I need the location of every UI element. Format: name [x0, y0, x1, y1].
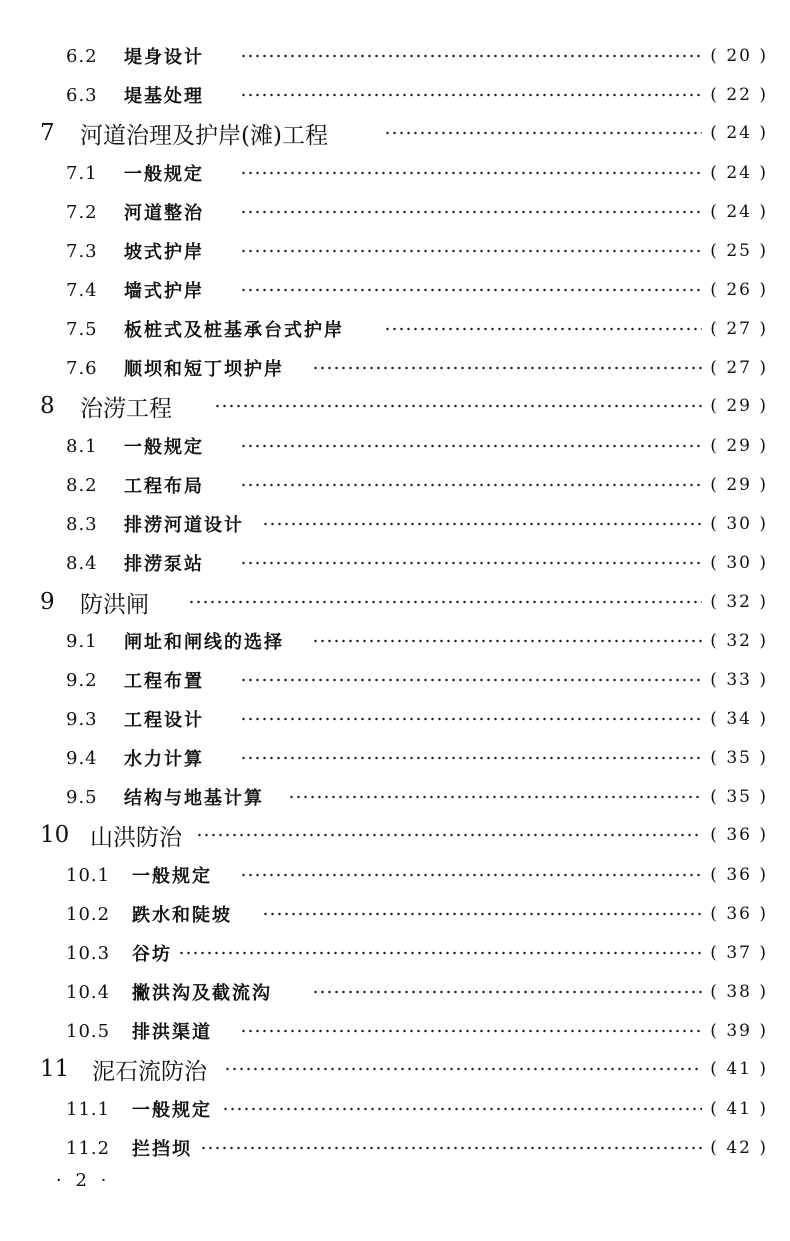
dot-leader [240, 1029, 702, 1033]
chapter-title: 河道治理及护岸(滩)工程 [80, 122, 328, 149]
section-title: 排洪渠道 [132, 1022, 212, 1043]
page-reference: ( 27 ) [710, 319, 768, 339]
page-reference: ( 24 ) [710, 163, 768, 183]
toc-entry-8-2[interactable] [0, 467, 790, 503]
toc-chapter-10[interactable] [0, 817, 790, 853]
page-reference: ( 24 ) [710, 123, 768, 143]
page-reference: ( 30 ) [710, 514, 768, 534]
toc-entry-8-3[interactable] [0, 506, 790, 542]
toc-entry-6-2[interactable] [0, 38, 790, 74]
section-number: 7.3 [66, 240, 98, 262]
page-reference: ( 36 ) [710, 825, 768, 845]
page-number: · 2 · [56, 1170, 111, 1191]
dot-leader [312, 639, 702, 643]
chapter-title: 泥石流防治 [92, 1058, 207, 1085]
dot-leader [240, 54, 702, 58]
page-reference: ( 36 ) [710, 865, 768, 885]
page-reference: ( 22 ) [710, 85, 768, 105]
chapter-number: 8 [40, 393, 55, 419]
dot-leader [384, 327, 702, 331]
toc-entry-10-1[interactable] [0, 857, 790, 893]
dot-leader [312, 366, 702, 370]
section-title: 一般规定 [124, 437, 204, 458]
section-title: 一般规定 [132, 1100, 212, 1121]
page-reference: ( 41 ) [710, 1059, 768, 1079]
dot-leader [240, 483, 702, 487]
section-number: 8.2 [66, 474, 98, 496]
section-number: 10.1 [66, 864, 111, 886]
section-number: 7.6 [66, 357, 98, 379]
section-number: 7.5 [66, 318, 98, 340]
section-number: 9.3 [66, 708, 98, 730]
toc-entry-10-5[interactable] [0, 1013, 790, 1049]
section-title: 跌水和陡坡 [132, 905, 232, 926]
toc-entry-7-4[interactable] [0, 272, 790, 308]
page-reference: ( 39 ) [710, 1021, 768, 1041]
page-reference: ( 27 ) [710, 358, 768, 378]
page-reference: ( 42 ) [710, 1138, 768, 1158]
toc-entry-9-5[interactable] [0, 779, 790, 815]
section-number: 9.1 [66, 630, 98, 652]
chapter-number: 11 [40, 1056, 70, 1082]
toc-chapter-7[interactable] [0, 115, 790, 151]
section-title: 一般规定 [124, 164, 204, 185]
chapter-title: 山洪防治 [90, 824, 182, 851]
dot-leader [262, 522, 702, 526]
dot-leader [240, 678, 702, 682]
dot-leader [240, 717, 702, 721]
page-reference: ( 29 ) [710, 436, 768, 456]
section-title: 排涝泵站 [124, 554, 204, 575]
dot-leader [240, 756, 702, 760]
dot-leader [312, 990, 702, 994]
section-title: 板桩式及桩基承台式护岸 [124, 320, 344, 341]
section-title: 工程设计 [124, 710, 204, 731]
section-title: 墙式护岸 [124, 281, 204, 302]
section-number: 9.4 [66, 747, 98, 769]
dot-leader [240, 210, 702, 214]
section-number: 8.1 [66, 435, 98, 457]
toc-entry-11-1[interactable] [0, 1091, 790, 1127]
section-title: 谷坊 [132, 944, 172, 965]
section-number: 10.2 [66, 903, 111, 925]
section-number: 10.5 [66, 1020, 111, 1042]
toc-entry-10-3[interactable] [0, 935, 790, 971]
dot-leader [240, 561, 702, 565]
toc-entry-8-1[interactable] [0, 428, 790, 464]
section-title: 工程布置 [124, 671, 204, 692]
section-number: 10.4 [66, 981, 111, 1003]
page-reference: ( 25 ) [710, 241, 768, 261]
toc-entry-9-3[interactable] [0, 701, 790, 737]
toc-entry-10-4[interactable] [0, 974, 790, 1010]
toc-entry-9-2[interactable] [0, 662, 790, 698]
dot-leader [178, 951, 702, 955]
section-title: 工程布局 [124, 476, 204, 497]
dot-leader [262, 912, 702, 916]
dot-leader [384, 131, 702, 135]
dot-leader [240, 288, 702, 292]
section-title: 水力计算 [124, 749, 204, 770]
dot-leader [288, 795, 702, 799]
page-reference: ( 30 ) [710, 553, 768, 573]
page-reference: ( 38 ) [710, 982, 768, 1002]
page-reference: ( 37 ) [710, 943, 768, 963]
page-reference: ( 41 ) [710, 1099, 768, 1119]
section-number: 11.2 [66, 1137, 111, 1159]
dot-leader [240, 444, 702, 448]
toc-entry-7-3[interactable] [0, 233, 790, 269]
page-reference: ( 20 ) [710, 46, 768, 66]
dot-leader [196, 833, 702, 837]
dot-leader [188, 600, 702, 604]
toc-entry-6-3[interactable] [0, 77, 790, 113]
toc-entry-11-2[interactable] [0, 1130, 790, 1166]
section-number: 7.2 [66, 201, 98, 223]
chapter-number: 7 [40, 120, 55, 146]
page-reference: ( 24 ) [710, 202, 768, 222]
toc-chapter-9[interactable] [0, 584, 790, 620]
section-number: 8.3 [66, 513, 98, 535]
chapter-title: 治涝工程 [80, 395, 172, 422]
section-title: 河道整治 [124, 203, 204, 224]
toc-entry-9-4[interactable] [0, 740, 790, 776]
toc-entry-9-1[interactable] [0, 623, 790, 659]
section-title: 坡式护岸 [124, 242, 204, 263]
section-title: 顺坝和短丁坝护岸 [124, 359, 284, 380]
page-reference: ( 29 ) [710, 475, 768, 495]
page-reference: ( 35 ) [710, 748, 768, 768]
toc-chapter-11[interactable] [0, 1051, 790, 1087]
section-title: 一般规定 [132, 866, 212, 887]
section-number: 9.5 [66, 786, 98, 808]
page-reference: ( 35 ) [710, 787, 768, 807]
toc-chapter-8[interactable] [0, 388, 790, 424]
dot-leader [222, 1107, 702, 1111]
section-number: 6.3 [66, 84, 98, 106]
toc-entry-8-4[interactable] [0, 545, 790, 581]
page-reference: ( 33 ) [710, 670, 768, 690]
dot-leader [200, 1146, 702, 1150]
dot-leader [240, 873, 702, 877]
section-number: 9.2 [66, 669, 98, 691]
section-number: 6.2 [66, 45, 98, 67]
section-number: 7.4 [66, 279, 98, 301]
section-number: 8.4 [66, 552, 98, 574]
page-reference: ( 32 ) [710, 631, 768, 651]
toc-entry-7-5[interactable] [0, 311, 790, 347]
page-reference: ( 34 ) [710, 709, 768, 729]
chapter-title: 防洪闸 [80, 591, 149, 618]
section-title: 闸址和闸线的选择 [124, 632, 284, 653]
dot-leader [240, 93, 702, 97]
section-title: 堤基处理 [124, 86, 204, 107]
section-number: 7.1 [66, 162, 98, 184]
section-title: 撇洪沟及截流沟 [132, 983, 272, 1004]
toc-entry-10-2[interactable] [0, 896, 790, 932]
section-title: 拦挡坝 [132, 1139, 192, 1160]
page-reference: ( 36 ) [710, 904, 768, 924]
section-title: 排涝河道设计 [124, 515, 244, 536]
page-reference: ( 29 ) [710, 396, 768, 416]
dot-leader [224, 1067, 702, 1071]
dot-leader [240, 249, 702, 253]
page-reference: ( 32 ) [710, 592, 768, 612]
chapter-number: 9 [40, 589, 55, 615]
page-reference: ( 26 ) [710, 280, 768, 300]
section-title: 堤身设计 [124, 47, 204, 68]
section-number: 10.3 [66, 942, 111, 964]
dot-leader [214, 404, 702, 408]
dot-leader [240, 171, 702, 175]
section-title: 结构与地基计算 [124, 788, 264, 809]
chapter-number: 10 [40, 822, 70, 848]
toc-entry-7-6[interactable] [0, 350, 790, 386]
toc-entry-7-2[interactable] [0, 194, 790, 230]
section-number: 11.1 [66, 1098, 111, 1120]
toc-entry-7-1[interactable] [0, 155, 790, 191]
